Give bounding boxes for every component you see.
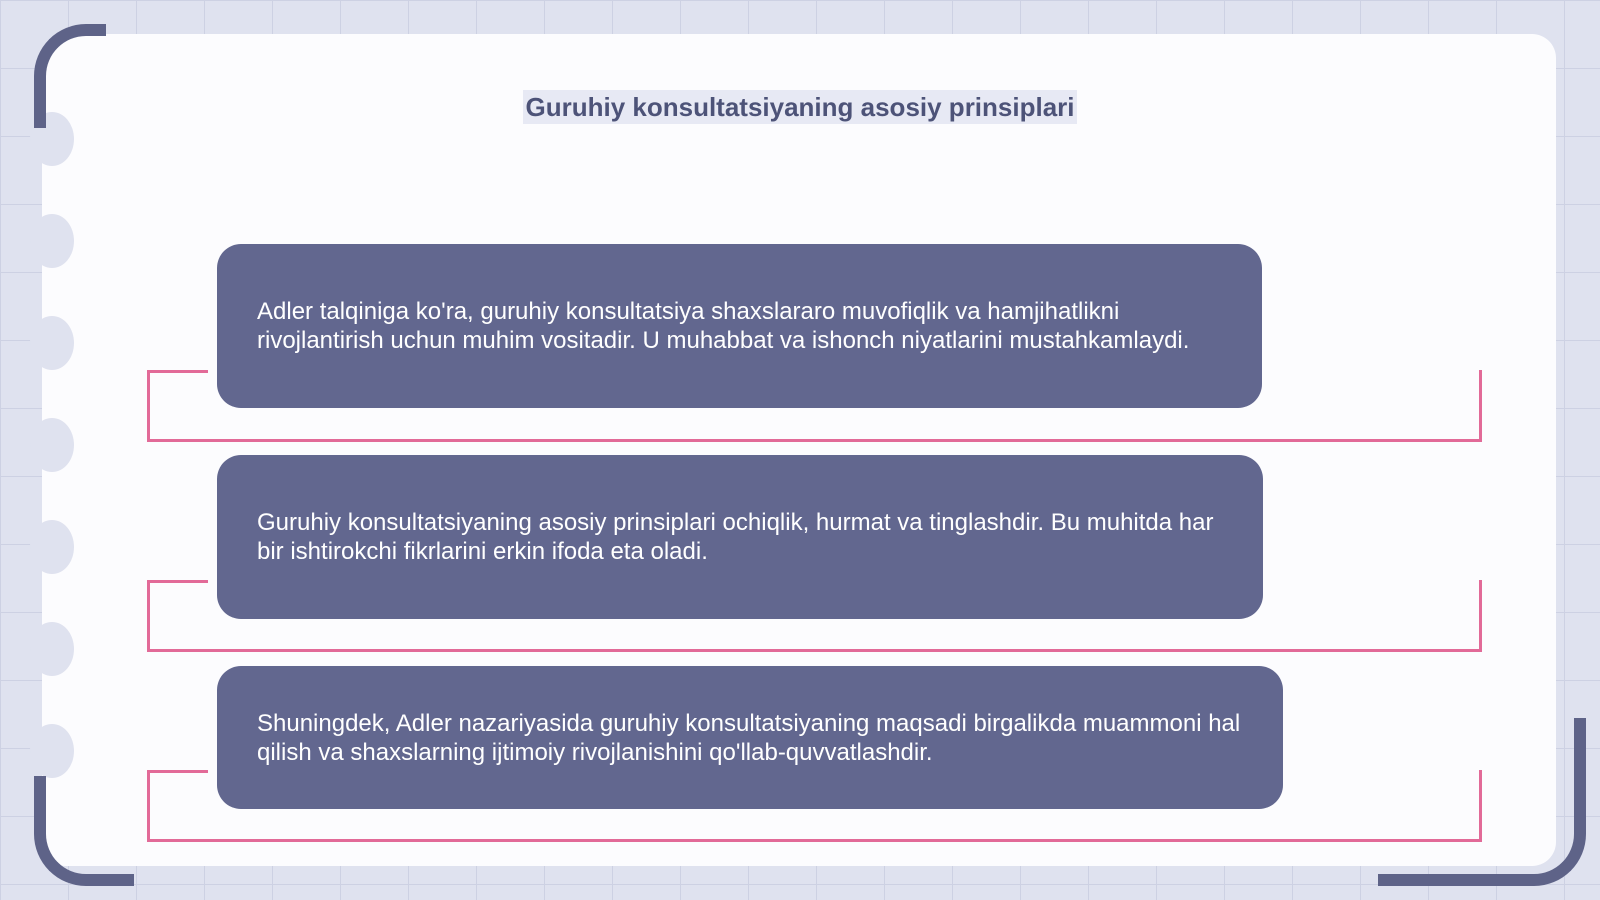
principle-card [217, 455, 1263, 619]
binder-notch [30, 724, 74, 778]
binder-notch [30, 214, 74, 268]
binder-notch [30, 520, 74, 574]
corner-bracket-bottom-left [34, 776, 134, 886]
slide-title-text: Guruhiy konsultatsiyaning asosiy prinsiplari [525, 92, 1075, 122]
binder-notch [30, 418, 74, 472]
binder-notch [30, 316, 74, 370]
slide-title [0, 92, 1600, 123]
principle-card [217, 666, 1283, 809]
principle-text: Guruhiy konsultatsiyaning asosiy prinsiplari ochiqlik, hurmat va tinglashdir. Bu muhitda har bir ishtirokchi fikrlarini erkin ifoda eta oladi. [257, 509, 1214, 565]
principle-text: Adler talqiniga ko'ra, guruhiy konsultatsiya shaxslararo muvofiqlik va hamjihatlikni rivojlantirish uchun muhim vositadir. U muhabbat va ishonch niyatlarini mustahkamlaydi. [257, 298, 1190, 354]
binder-notch [30, 622, 74, 676]
principle-text: Shuningdek, Adler nazariyasida guruhiy konsultatsiyaning maqsadi birgalikda muammoni hal qilish va shaxslarning ijtimoiy rivojlanishini qo'llab-quvvatlashdir. [257, 709, 1241, 766]
principle-card [217, 244, 1262, 408]
